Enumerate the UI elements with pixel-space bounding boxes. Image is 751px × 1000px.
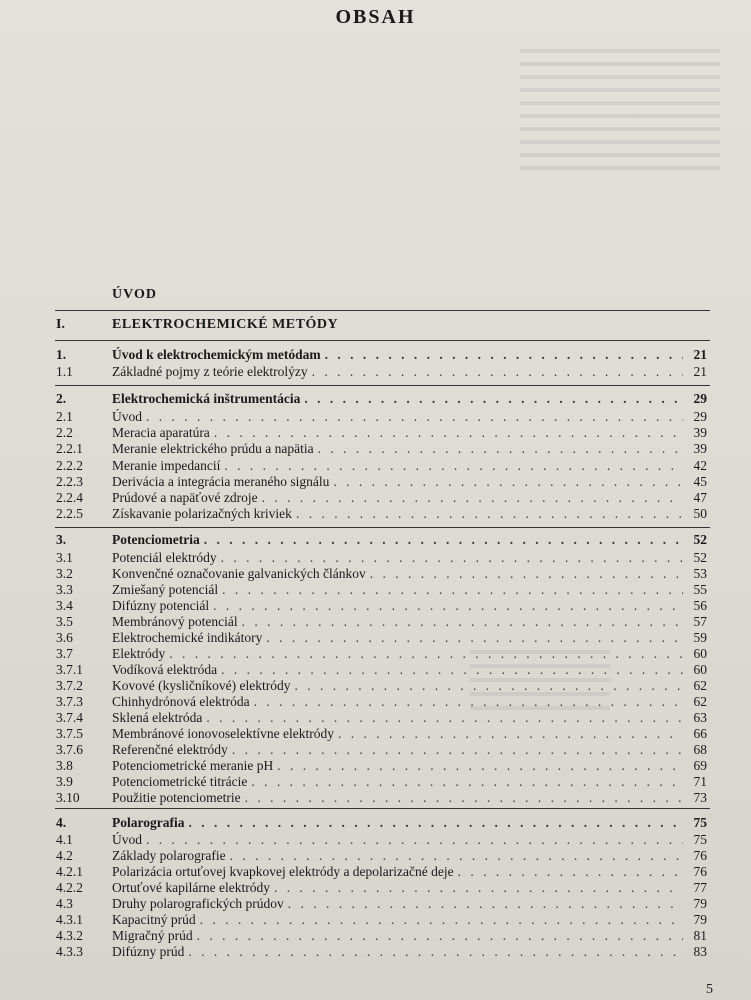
toc-entry-label: Elektródy: [112, 646, 166, 661]
toc-entry-page: 79: [693, 896, 707, 911]
toc-row[interactable]: [0, 742, 751, 758]
toc-entry-number: 4.1: [56, 832, 73, 847]
intro-heading: ÚVOD: [112, 287, 157, 302]
toc-entry-number: 3.7.1: [56, 662, 83, 677]
toc-entry-number: 3.5: [56, 614, 73, 629]
toc-entry-page: 29: [693, 409, 707, 424]
toc-entry-label: Polarizácia ortuťovej kvapkovej elektródy a depolarizačné deje: [112, 864, 454, 879]
toc-row[interactable]: [0, 944, 751, 960]
toc-entry-label: Úvod: [112, 832, 142, 847]
toc-entry-page: 42: [693, 458, 707, 473]
toc-entry-page: 52: [693, 532, 707, 547]
toc-entry-number: 4.: [56, 815, 67, 830]
dot-leader: [200, 912, 683, 928]
toc-entry-page: 77: [693, 880, 707, 895]
toc-row[interactable]: [0, 598, 751, 614]
dot-leader: [318, 441, 683, 457]
toc-entry-number: 3.7: [56, 646, 73, 661]
dot-leader: [204, 532, 683, 548]
part-number: I.: [56, 317, 65, 332]
toc-row[interactable]: [0, 630, 751, 646]
dot-leader: [221, 662, 683, 678]
section-rule: [55, 385, 710, 386]
toc-entry-label: Difúzny potenciál: [112, 598, 210, 613]
toc-entry-label: Sklená elektróda: [112, 710, 203, 725]
toc-entry-label: Ortuťové kapilárne elektródy: [112, 880, 270, 895]
toc-entry-label: Polarografia: [112, 815, 185, 830]
section-rule: [55, 808, 710, 809]
toc-row[interactable]: [0, 790, 751, 806]
toc-entry-number: 4.3.3: [56, 944, 83, 959]
part-title: ELEKTROCHEMICKÉ METÓDY: [112, 317, 339, 332]
dot-leader: [274, 880, 683, 896]
dot-leader: [294, 678, 683, 694]
dot-leader: [288, 896, 683, 912]
toc-entry-number: 4.2.1: [56, 864, 83, 879]
toc-chapter-row[interactable]: [0, 391, 751, 407]
toc-entry-label: Difúzny prúd: [112, 944, 185, 959]
toc-entry-label: Potenciál elektródy: [112, 550, 217, 565]
toc-entry-number: 3.7.5: [56, 726, 83, 741]
toc-entry-number: 3.: [56, 532, 67, 547]
toc-entry-number: 4.3: [56, 896, 73, 911]
toc-entry-label: Získavanie polarizačných kriviek: [112, 506, 292, 521]
toc-entry-number: 3.7.4: [56, 710, 83, 725]
toc-entry-number: 2.2.2: [56, 458, 83, 473]
toc-row[interactable]: [0, 550, 751, 566]
dot-leader: [213, 598, 683, 614]
dot-leader: [146, 409, 683, 425]
toc-entry-number: 3.7.2: [56, 678, 83, 693]
toc-row[interactable]: [0, 646, 751, 662]
toc-row[interactable]: [0, 474, 751, 490]
toc-entry-page: 76: [693, 864, 707, 879]
toc-entry-page: 60: [693, 662, 707, 677]
dot-leader: [188, 944, 683, 960]
toc-entry-number: 4.2: [56, 848, 73, 863]
toc-row[interactable]: [0, 832, 751, 848]
dot-leader: [254, 694, 683, 710]
toc-entry-number: 3.4: [56, 598, 73, 613]
toc-entry-label: Konvenčné označovanie galvanických článkov: [112, 566, 366, 581]
toc-entry-page: 62: [693, 678, 707, 693]
toc-entry-label: Elektrochemické indikátory: [112, 630, 263, 645]
bleed-through-text: [520, 40, 720, 179]
toc-entry-number: 2.: [56, 391, 67, 406]
page-number: 5: [706, 982, 713, 997]
toc-entry-number: 2.2.5: [56, 506, 83, 521]
toc-entry-page: 66: [693, 726, 707, 741]
toc-entry-page: 39: [693, 441, 707, 456]
toc-entry-number: 2.2: [56, 425, 73, 440]
toc-entry-number: 3.3: [56, 582, 73, 597]
toc-entry-number: 3.2: [56, 566, 73, 581]
section-rule: [55, 310, 710, 311]
toc-entry-label: Základy polarografie: [112, 848, 226, 863]
toc-entry-page: 75: [693, 832, 707, 847]
toc-row[interactable]: [0, 441, 751, 457]
dot-leader: [221, 550, 683, 566]
toc-entry-page: 47: [693, 490, 707, 505]
toc-row[interactable]: [0, 774, 751, 790]
toc-row[interactable]: [0, 864, 751, 880]
dot-leader: [232, 742, 683, 758]
toc-row[interactable]: [0, 758, 751, 774]
dot-leader: [188, 815, 683, 831]
toc-entry-label: Kovové (kysličníkové) elektródy: [112, 678, 291, 693]
toc-entry-page: 68: [693, 742, 707, 757]
dot-leader: [304, 391, 683, 407]
toc-entry-page: 52: [693, 550, 707, 565]
toc-row[interactable]: [0, 582, 751, 598]
dot-leader: [262, 490, 683, 506]
toc-entry-label: Meranie impedancií: [112, 458, 221, 473]
toc-entry-page: 69: [693, 758, 707, 773]
toc-entry-number: 2.2.1: [56, 441, 83, 456]
toc-entry-page: 62: [693, 694, 707, 709]
toc-entry-number: 2.2.3: [56, 474, 83, 489]
toc-entry-label: Kapacitný prúd: [112, 912, 196, 927]
dot-leader: [251, 774, 683, 790]
toc-entry-label: Použitie potenciometrie: [112, 790, 241, 805]
toc-entry-label: Potenciometria: [112, 532, 200, 547]
toc-entry-number: 2.1: [56, 409, 73, 424]
dot-leader: [242, 614, 683, 630]
toc-entry-page: 63: [693, 710, 707, 725]
dot-leader: [222, 582, 683, 598]
toc-entry-label: Referenčné elektródy: [112, 742, 228, 757]
dot-leader: [312, 364, 683, 380]
dot-leader: [277, 758, 683, 774]
toc-entry-number: 3.7.3: [56, 694, 83, 709]
toc-row[interactable]: [0, 490, 751, 506]
toc-row[interactable]: [0, 409, 751, 425]
toc-entry-label: Základné pojmy z teórie elektrolýzy: [112, 364, 308, 379]
dot-leader: [266, 630, 683, 646]
toc-entry-label: Meranie elektrického prúdu a napätia: [112, 441, 314, 456]
dot-leader: [214, 425, 683, 441]
toc-entry-label: Membránový potenciál: [112, 614, 238, 629]
dot-leader: [338, 726, 683, 742]
toc-row[interactable]: [0, 726, 751, 742]
toc-row[interactable]: [0, 694, 751, 710]
dot-leader: [296, 506, 683, 522]
toc-entry-page: 29: [693, 391, 707, 406]
toc-entry-page: 53: [693, 566, 707, 581]
toc-row[interactable]: [0, 678, 751, 694]
toc-entry-page: 56: [693, 598, 707, 613]
toc-entry-number: 3.7.6: [56, 742, 83, 757]
toc-entry-label: Úvod k elektrochemickým metódam: [112, 347, 321, 362]
toc-entry-number: 3.9: [56, 774, 73, 789]
toc-entry-label: Potenciometrické titrácie: [112, 774, 248, 789]
toc-entry-page: 76: [693, 848, 707, 863]
toc-entry-page: 83: [693, 944, 707, 959]
toc-entry-page: 60: [693, 646, 707, 661]
toc-entry-page: 57: [693, 614, 707, 629]
toc-entry-number: 3.1: [56, 550, 73, 565]
toc-entry-page: 21: [693, 364, 707, 379]
dot-leader: [206, 710, 683, 726]
toc-row[interactable]: [0, 364, 751, 380]
toc-entry-number: 1.1: [56, 364, 73, 379]
toc-entry-label: Derivácia a integrácia meraného signálu: [112, 474, 330, 489]
page-title: OBSAH: [335, 6, 416, 28]
toc-entry-number: 4.3.2: [56, 928, 83, 943]
toc-row[interactable]: [0, 880, 751, 896]
toc-entry-number: 3.8: [56, 758, 73, 773]
dot-leader: [458, 864, 683, 880]
toc-entry-page: 59: [693, 630, 707, 645]
toc-entry-label: Úvod: [112, 409, 142, 424]
toc-entry-page: 71: [693, 774, 707, 789]
toc-entry-label: Membránové ionovoselektívne elektródy: [112, 726, 334, 741]
dot-leader: [197, 928, 683, 944]
toc-entry-number: 4.2.2: [56, 880, 83, 895]
section-rule: [55, 340, 710, 341]
toc-entry-number: 2.2.4: [56, 490, 83, 505]
toc-row[interactable]: [0, 425, 751, 441]
toc-entry-page: 79: [693, 912, 707, 927]
toc-chapter-row[interactable]: [0, 815, 751, 831]
toc-chapter-row[interactable]: [0, 347, 751, 363]
toc-entry-label: Vodíková elektróda: [112, 662, 218, 677]
section-rule: [55, 527, 710, 528]
toc-entry-page: 75: [693, 815, 707, 830]
toc-entry-number: 3.10: [56, 790, 80, 805]
toc-row[interactable]: [0, 912, 751, 928]
toc-entry-number: 1.: [56, 347, 67, 362]
dot-leader: [245, 790, 683, 806]
toc-entry-label: Elektrochemická inštrumentácia: [112, 391, 301, 406]
toc-entry-label: Druhy polarografických prúdov: [112, 896, 284, 911]
toc-entry-number: 3.6: [56, 630, 73, 645]
dot-leader: [230, 848, 683, 864]
toc-entry-label: Migračný prúd: [112, 928, 193, 943]
toc-row[interactable]: [0, 614, 751, 630]
toc-entry-page: 21: [693, 347, 707, 362]
toc-row[interactable]: [0, 566, 751, 582]
dot-leader: [325, 347, 683, 363]
dot-leader: [333, 474, 683, 490]
toc-entry-page: 50: [693, 506, 707, 521]
toc-row[interactable]: [0, 928, 751, 944]
toc-chapter-row[interactable]: [0, 532, 751, 548]
toc-entry-number: 4.3.1: [56, 912, 83, 927]
toc-entry-page: 81: [693, 928, 707, 943]
dot-leader: [224, 458, 683, 474]
dot-leader: [169, 646, 683, 662]
toc-entry-page: 39: [693, 425, 707, 440]
toc-row[interactable]: [0, 506, 751, 522]
toc-entry-page: 73: [693, 790, 707, 805]
toc-entry-label: Meracia aparatúra: [112, 425, 210, 440]
toc-entry-page: 45: [693, 474, 707, 489]
toc-row[interactable]: [0, 458, 751, 474]
toc-row[interactable]: [0, 710, 751, 726]
toc-entry-page: 55: [693, 582, 707, 597]
toc-entry-label: Chinhydrónová elektróda: [112, 694, 250, 709]
toc-entry-label: Potenciometrické meranie pH: [112, 758, 274, 773]
toc-row[interactable]: [0, 848, 751, 864]
dot-leader: [370, 566, 683, 582]
toc-entry-label: Prúdové a napäťové zdroje: [112, 490, 258, 505]
toc-entry-label: Zmiešaný potenciál: [112, 582, 219, 597]
toc-row[interactable]: [0, 896, 751, 912]
dot-leader: [146, 832, 683, 848]
toc-row[interactable]: [0, 662, 751, 678]
